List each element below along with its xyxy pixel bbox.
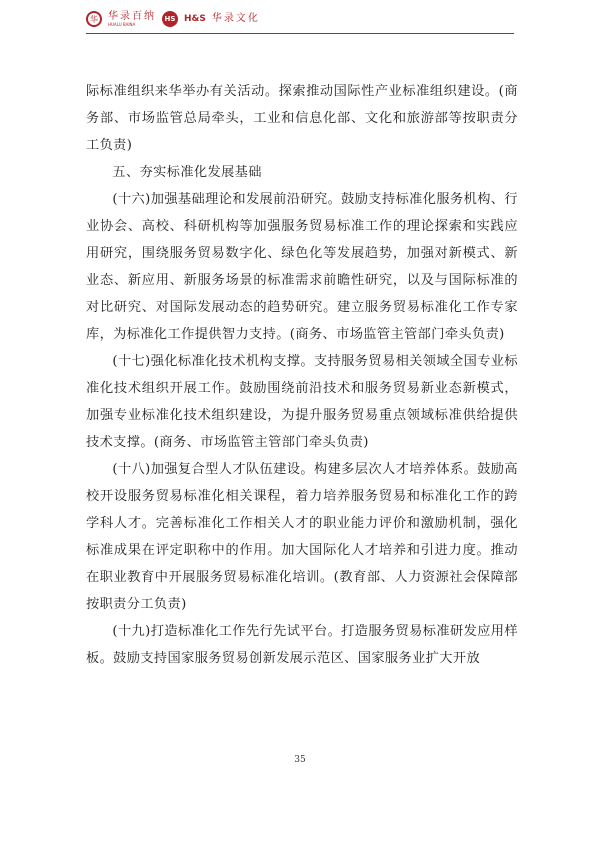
paragraph-continuation: 际标准组织来华举办有关活动。探索推动国际性产业标准组织建设。(商务部、市场监管总局牵头，工业和信息化部、文化和旅游部等按职责分工负责) (86, 84, 518, 153)
page-header (86, 8, 260, 30)
hualu-logo-icon: 华 (86, 11, 102, 27)
hs-logo-icon: HS (162, 11, 178, 27)
paragraph-19: (十九)打造标准化工作先行先试平台。打造服务贸易标准研发应用样板。鼓励支持国家服务贸易创新发展示范区、国家服务业扩大开放 (86, 624, 518, 666)
hualu-logo-text: 华录百纳 (108, 10, 156, 22)
paragraph-18: (十八)加强复合型人才队伍建设。构建多层次人才培养体系。鼓励高校开设服务贸易标准化相关课程，着力培养服务贸易和标准化工作的跨学科人才。完善标准化工作相关人才的职业能力评价和激励机制，强化标准成果在评定职称中的作用。加大国际化人才培养和引进力度。推动在职业教育中开展服务贸易标准化培训。(教育部、人力资源社会保障部按职责分工负责) (86, 462, 518, 612)
paragraph-17: (十七)强化标准化技术机构支撑。支持服务贸易相关领域全国专业标准化技术组织开展工作。鼓励围绕前沿技术和服务贸易新业态新模式，加强专业标准化技术组织建设，为提升服务贸易重点领域标准供给提供技术支撑。(商务、市场监管主管部门牵头负责) (86, 354, 518, 450)
hualu-logo (108, 12, 156, 27)
hualu-logo-sub: HUALU BAINA (108, 21, 136, 27)
paragraph-16: (十六)加强基础理论和发展前沿研究。鼓励支持标准化服务机构、行业协会、高校、科研机构等加强服务贸易标准工作的理论探索和实践应用研究，围绕服务贸易数字化、绿色化等发展趋势，加强对新模式、新业态、新应用、新服务场景的标准需求前瞻性研究，以及与国际标准的对比研究、对国际发展动态的趋势研究。建立服务贸易标准化工作专家库，为标准化工作提供智力支持。(商务、市场监管主管部门牵头负责) (86, 192, 518, 342)
page-number: 35 (294, 755, 306, 765)
header-divider (86, 33, 514, 34)
document-body (86, 78, 518, 672)
hs-logo-text: H&S (184, 13, 206, 24)
hs-logo-cn: 华录文化 (211, 13, 260, 24)
section-heading: 五、夯实标准化发展基础 (112, 165, 262, 180)
